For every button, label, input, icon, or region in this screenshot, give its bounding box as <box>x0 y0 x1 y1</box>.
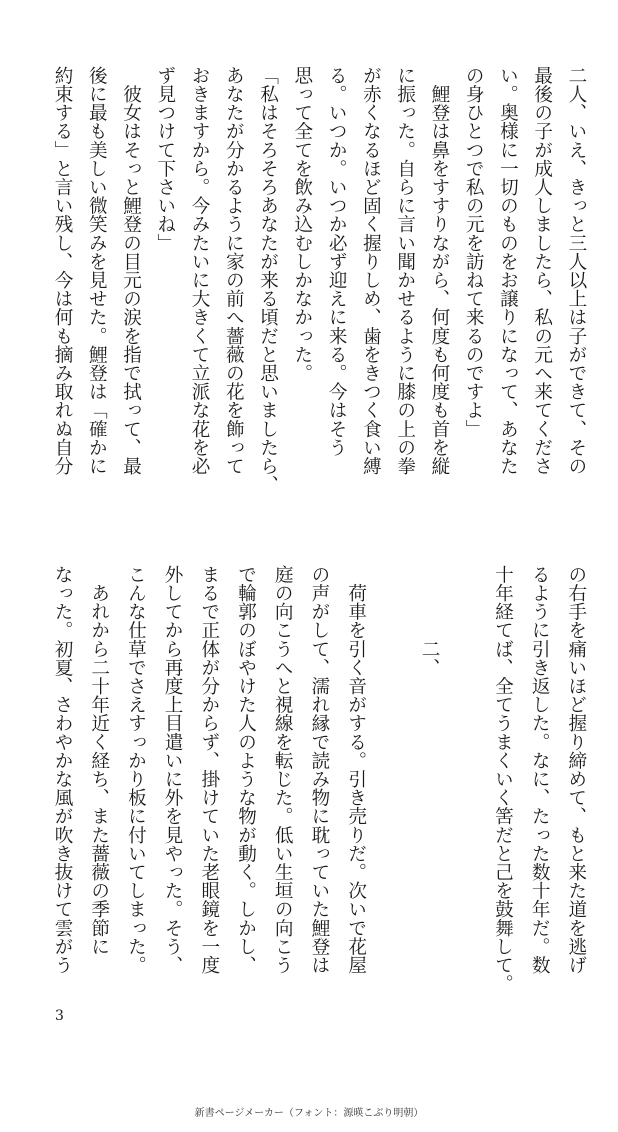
text-column: 後に最も美しい微笑みを見せた。鯉登は「確かに <box>86 66 108 476</box>
text-column: い。奥様に一切のものをお譲りになって、あなた <box>497 66 519 476</box>
text-column: の右手を痛いほど握り締めて、もと来た道を逃げ <box>565 565 587 975</box>
text-column: 外してから再度上目遣いに外を見やった。そう、 <box>162 565 184 975</box>
text-column: で輪郭のぼやけた人のような物が動く。しかし、 <box>235 565 257 975</box>
text-column: ず見つけて下さいね」 <box>154 66 176 252</box>
text-column: 二人、いえ、きっと三人以上は子ができて、その <box>565 66 587 476</box>
text-column: の身ひとつで私の元を訪ねて来るのですよ」 <box>463 66 485 438</box>
text-column: る。いつか。いつか必ず迎えに来る。今はそう <box>326 66 348 457</box>
text-column: 荷車を引く音がする。引き売りだ。次いで花屋 <box>345 565 367 975</box>
text-column: 十年経てば、全てうまくいく筈だと己を鼓舞して。 <box>492 565 514 993</box>
text-column: るように引き返した。なに、たった数十年だ。数 <box>529 565 551 975</box>
chapter-heading: 二、 <box>419 565 441 677</box>
text-column: 「私はそろそろあなたが来る頃だと思いましたら、 <box>257 66 279 494</box>
text-column: に振った。自らに言い聞かせるように膝の上の拳 <box>394 66 416 476</box>
text-column: 思って全てを飲み込むしかなかった。 <box>291 66 313 383</box>
text-column: 約束する」と言い残し、今は何も摘み取れぬ自分 <box>52 66 73 476</box>
footer-credit: 新書ページメーカー（フォント：源暎こぶり明朝） <box>194 1108 424 1119</box>
text-column: まるで正体が分からず、掛けていた老眼鏡を一度 <box>198 565 220 975</box>
text-column: 最後の子が成人しましたら、私の元へ来てくださ <box>531 66 553 476</box>
text-column: おきますから。今みたいに大きくて立派な花を必 <box>189 66 211 476</box>
page-number: 3 <box>55 1008 64 1024</box>
text-column: が赤くなるほど固く握りしめ、歯をきつく食い縛 <box>360 66 382 476</box>
text-column: あなたが分かるように家の前へ薔薇の花を飾って <box>223 66 245 476</box>
text-column: 庭の向こうへと視線を転じた。低い生垣の向こう <box>272 565 294 975</box>
text-column: なった。初夏、さわやかな風が吹き抜けて雲がう <box>52 565 73 975</box>
text-column: の声がして、濡れ縁で読み物に耽っていた鯉登は <box>308 565 330 975</box>
text-column <box>378 565 406 1000</box>
text-column: こんな仕草でさえすっかり板に付いてしまった。 <box>125 565 147 975</box>
text-column: 鯉登は鼻をすすりながら、何度も何度も首を縦 <box>428 66 450 476</box>
text-column: あれから二十年近く経ち、また薔薇の季節に <box>88 565 110 956</box>
text-block-top <box>48 66 590 526</box>
text-column <box>452 565 480 1000</box>
text-block-bottom <box>48 565 590 1000</box>
text-column: 彼女はそっと鯉登の目元の涙を指で拭って、最 <box>120 66 142 476</box>
